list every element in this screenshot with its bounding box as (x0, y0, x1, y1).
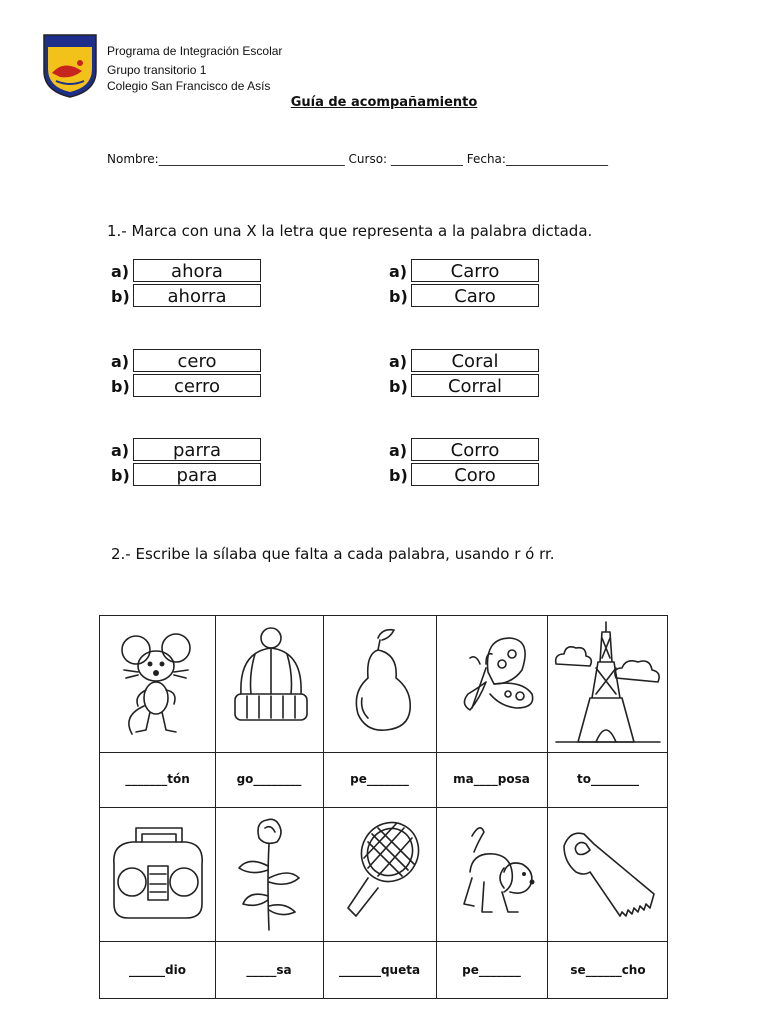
word-option-box[interactable]: Caro (411, 284, 539, 307)
word-option-box[interactable]: Coral (411, 349, 539, 372)
word-option-box[interactable]: parra (133, 438, 261, 461)
word-option-box[interactable]: Corral (411, 374, 539, 397)
syllable-table (99, 615, 668, 999)
syllable-blank-word[interactable]: ma____posa (453, 771, 530, 786)
option-letter-a: a) (111, 262, 130, 281)
syllable-blank-word[interactable]: _____sa (246, 962, 292, 977)
option-letter-a: a) (389, 352, 408, 371)
syllable-blank-word[interactable]: pe_______ (462, 962, 521, 977)
syllable-blank-word[interactable]: _______queta (338, 962, 421, 977)
word-option-box[interactable]: ahorra (133, 284, 261, 307)
syllable-blank-word[interactable]: _______tón (125, 771, 190, 786)
mouse-icon (112, 626, 204, 742)
option-letter-a: a) (111, 441, 130, 460)
syllable-blank-word[interactable]: ______dio (129, 962, 186, 977)
puppy-icon (450, 812, 542, 936)
option-letter-b: b) (111, 287, 130, 306)
option-letter-a: a) (111, 352, 130, 371)
rose-icon (225, 812, 315, 936)
syllable-blank-word[interactable]: pe_______ (350, 771, 409, 786)
option-letter-b: b) (389, 377, 408, 396)
word-option-box[interactable]: ahora (133, 259, 261, 282)
student-fields: Nombre:_______________________________ Curso: ____________ Fecha:_________________ (107, 152, 608, 166)
racket-icon (338, 812, 430, 936)
option-letter-b: b) (111, 466, 130, 485)
school-crest-logo (42, 33, 98, 99)
page-title: Guía de acompañamiento (290, 95, 478, 110)
header-line-program: Programa de Integración Escolar (107, 44, 283, 58)
saw-icon (554, 816, 662, 932)
word-option-box[interactable]: Coro (411, 463, 539, 486)
syllable-blank-word[interactable]: to________ (577, 771, 639, 786)
option-letter-b: b) (389, 466, 408, 485)
word-option-box[interactable]: cero (133, 349, 261, 372)
wool-hat-icon (225, 624, 317, 744)
syllable-blank-word[interactable]: go________ (236, 771, 302, 786)
word-option-box[interactable]: cerro (133, 374, 261, 397)
question-1-prompt: 1.- Marca con una X la letra que representa a la palabra dictada. (107, 222, 593, 240)
header-line-group: Grupo transitorio 1 (107, 63, 207, 77)
header-line-school: Colegio San Francisco de Asís (107, 79, 271, 93)
radio-icon (106, 814, 210, 934)
option-letter-b: b) (389, 287, 408, 306)
butterfly-icon (450, 624, 540, 744)
option-letter-b: b) (111, 377, 130, 396)
word-option-box[interactable]: Carro (411, 259, 539, 282)
eiffel-tower-icon (552, 618, 664, 748)
syllable-blank-word[interactable]: se______cho (570, 962, 646, 977)
option-letter-a: a) (389, 441, 408, 460)
word-option-box[interactable]: para (133, 463, 261, 486)
word-option-box[interactable]: Corro (411, 438, 539, 461)
question-2-prompt: 2.- Escribe la sílaba que falta a cada palabra, usando r ó rr. (111, 545, 555, 563)
option-letter-a: a) (389, 262, 408, 281)
pear-icon (338, 624, 428, 744)
